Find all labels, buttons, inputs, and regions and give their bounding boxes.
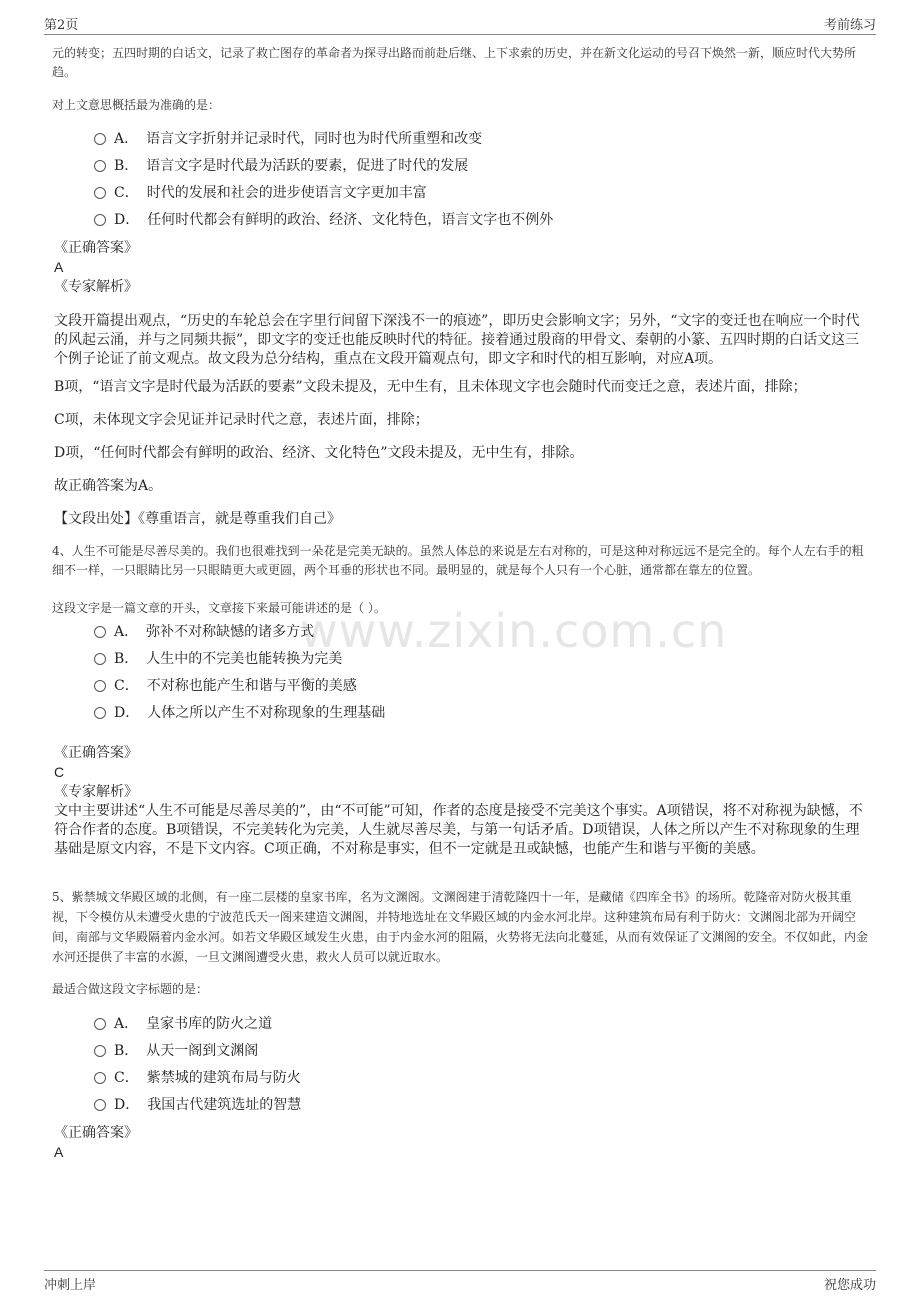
q3-analysis-p1: 文段开篇提出观点，“历史的车轮总会在字里行间留下深浅不一的痕迹”，即历史会影响文字；另外，“文字的变迁也在响应一个时代的风起云涌，并与之同频共振”，即文字的变迁也能反映时代的特征。接着通过殷商的甲骨文、秦朝的小篆、五四时期的白话文这三个例子论证了前文观点。故文段为总分结构，重点在文段开篇观点句，即文字和时代的相互影响，对应A项。: [54, 313, 860, 367]
q3-analysis-p2: B项，“语言文字是时代最为活跃的要素”文段未提及，无中生有，且未体现文字也会随时代而变迁之意，表述片面，排除；: [54, 379, 807, 395]
q4-answer: C: [54, 764, 65, 780]
q3-analysis-p3: C项，未体现文字会见证并记录时代之意，表述片面，排除；: [54, 412, 429, 428]
q3-option-b[interactable]: B． 语言文字是时代最为活跃的要素，促进了时代的发展: [94, 156, 468, 176]
q4-option-b[interactable]: B． 人生中的不完美也能转换为完美: [94, 649, 342, 669]
q4-analysis: 文中主要讲述“人生不可能是尽善尽美的”，由“不可能”可知，作者的态度是接受不完美这个事实。A项错误，将不对称视为缺憾，不符合作者的态度。B项错误，不完美转化为完美，人生就尽善尽美，与第一句话矛盾。D项错误，人体之所以产生不对称现象的生理基础是原文内容，不是下文内容。C项正确，不对称是事实，但不一定就是丑或缺憾，也能产生和谐与平衡的美感。: [54, 803, 863, 857]
q3-question: 对上文意思概括最为准确的是：: [52, 98, 221, 112]
q3-source: 【文段出处】《尊重语言，就是尊重我们自己》: [54, 511, 341, 527]
q3-option-c[interactable]: C． 时代的发展和社会的进步使语言文字更加丰富: [94, 183, 427, 203]
radio-icon[interactable]: [94, 187, 106, 199]
q3-passage-end: 元的转变；五四时期的白话文，记录了救亡图存的革命者为探寻出路而前赴后继、上下求索的历史，并在新文化运动的号召下焕然一新，顺应时代大势所趋。: [52, 46, 857, 79]
q4-option-c[interactable]: C． 不对称也能产生和谐与平衡的美感: [94, 676, 357, 696]
q4-answer-label: 《正确答案》: [54, 745, 138, 761]
q3-analysis-p5: 故正确答案为A。: [54, 478, 163, 494]
watermark: www.zixin.com.cn: [300, 604, 728, 658]
radio-icon[interactable]: [94, 1018, 106, 1030]
radio-icon[interactable]: [94, 680, 106, 692]
q4-option-d[interactable]: D． 人体之所以产生不对称现象的生理基础: [94, 703, 385, 723]
radio-icon[interactable]: [94, 1072, 106, 1084]
q3-analysis-p4: D项，“任何时代都会有鲜明的政治、经济、文化特色”文段未提及，无中生有，排除。: [54, 445, 584, 461]
q5-passage: 5、紫禁城文华殿区域的北侧，有一座二层楼的皇家书库，名为文渊阁。文渊阁建于清乾隆四十一年，是藏储《四库全书》的场所。乾隆帝对防火极其重视，下令模仿从未遭受火患的宁波范氏天一阁来建造文渊阁，并特地选址在文华殿区域的内金水河北岸。这种建筑布局有利于防火：文渊阁北部为开阔空间，南部与文华殿隔着内金水河。如若文华殿区域发生火患，由于内金水河的阻隔，火势将无法向北蔓延，从而有效保证了文渊阁的安全。不仅如此，内金水河还提供了丰富的水源，一旦文渊阁遭受火患，救火人员可以就近取水。: [52, 890, 869, 964]
q5-question: 最适合做这段文字标题的是：: [52, 982, 209, 996]
q4-question: 这段文字是一篇文章的开头，文章接下来最可能讲述的是（ ）。: [52, 601, 386, 615]
q3-option-d[interactable]: D． 任何时代都会有鲜明的政治、经济、文化特色，语言文字也不例外: [94, 210, 553, 230]
radio-icon[interactable]: [94, 653, 106, 665]
header-title: 考前练习: [823, 18, 876, 33]
q4-passage: 4、人生不可能是尽善尽美的。我们也很难找到一朵花是完美无缺的。虽然人体总的来说是左右对称的，可是这种对称远远不是完全的。每个人左右手的粗细不一样，一只眼睛比另一只眼睛更大或更圆，两个耳垂的形状也不同。最明显的，就是每个人只有一个心脏，通常都在靠左的位置。: [52, 544, 864, 577]
q5-answer: A: [54, 1144, 64, 1160]
q3-option-a[interactable]: A． 语言文字折射并记录时代，同时也为时代所重塑和改变: [94, 129, 482, 149]
radio-icon[interactable]: [94, 160, 106, 172]
radio-icon[interactable]: [94, 1045, 106, 1057]
footer-right-text: 祝您成功: [823, 1278, 876, 1293]
q5-option-a[interactable]: A． 皇家书库的防火之道: [94, 1014, 272, 1034]
q5-option-d[interactable]: D． 我国古代建筑选址的智慧: [94, 1095, 301, 1115]
q3-answer-label: 《正确答案》: [54, 240, 138, 256]
footer-left-text: 冲刺上岸: [44, 1278, 97, 1293]
q4-analysis-label: 《专家解析》: [54, 784, 138, 800]
q4-option-a[interactable]: A． 弥补不对称缺憾的诸多方式: [94, 622, 314, 642]
q5-option-c[interactable]: C． 紫禁城的建筑布局与防火: [94, 1068, 301, 1088]
radio-icon[interactable]: [94, 133, 106, 145]
radio-icon[interactable]: [94, 214, 106, 226]
q3-answer: A: [54, 259, 64, 275]
page-number: 第2页: [44, 18, 79, 33]
q5-option-b[interactable]: B． 从天一阁到文渊阁: [94, 1041, 258, 1061]
q3-analysis-label: 《专家解析》: [54, 279, 138, 295]
radio-icon[interactable]: [94, 707, 106, 719]
page-header: [44, 14, 876, 35]
q5-answer-label: 《正确答案》: [54, 1125, 138, 1141]
page-footer: [44, 1270, 876, 1293]
radio-icon[interactable]: [94, 1099, 106, 1111]
radio-icon[interactable]: [94, 626, 106, 638]
